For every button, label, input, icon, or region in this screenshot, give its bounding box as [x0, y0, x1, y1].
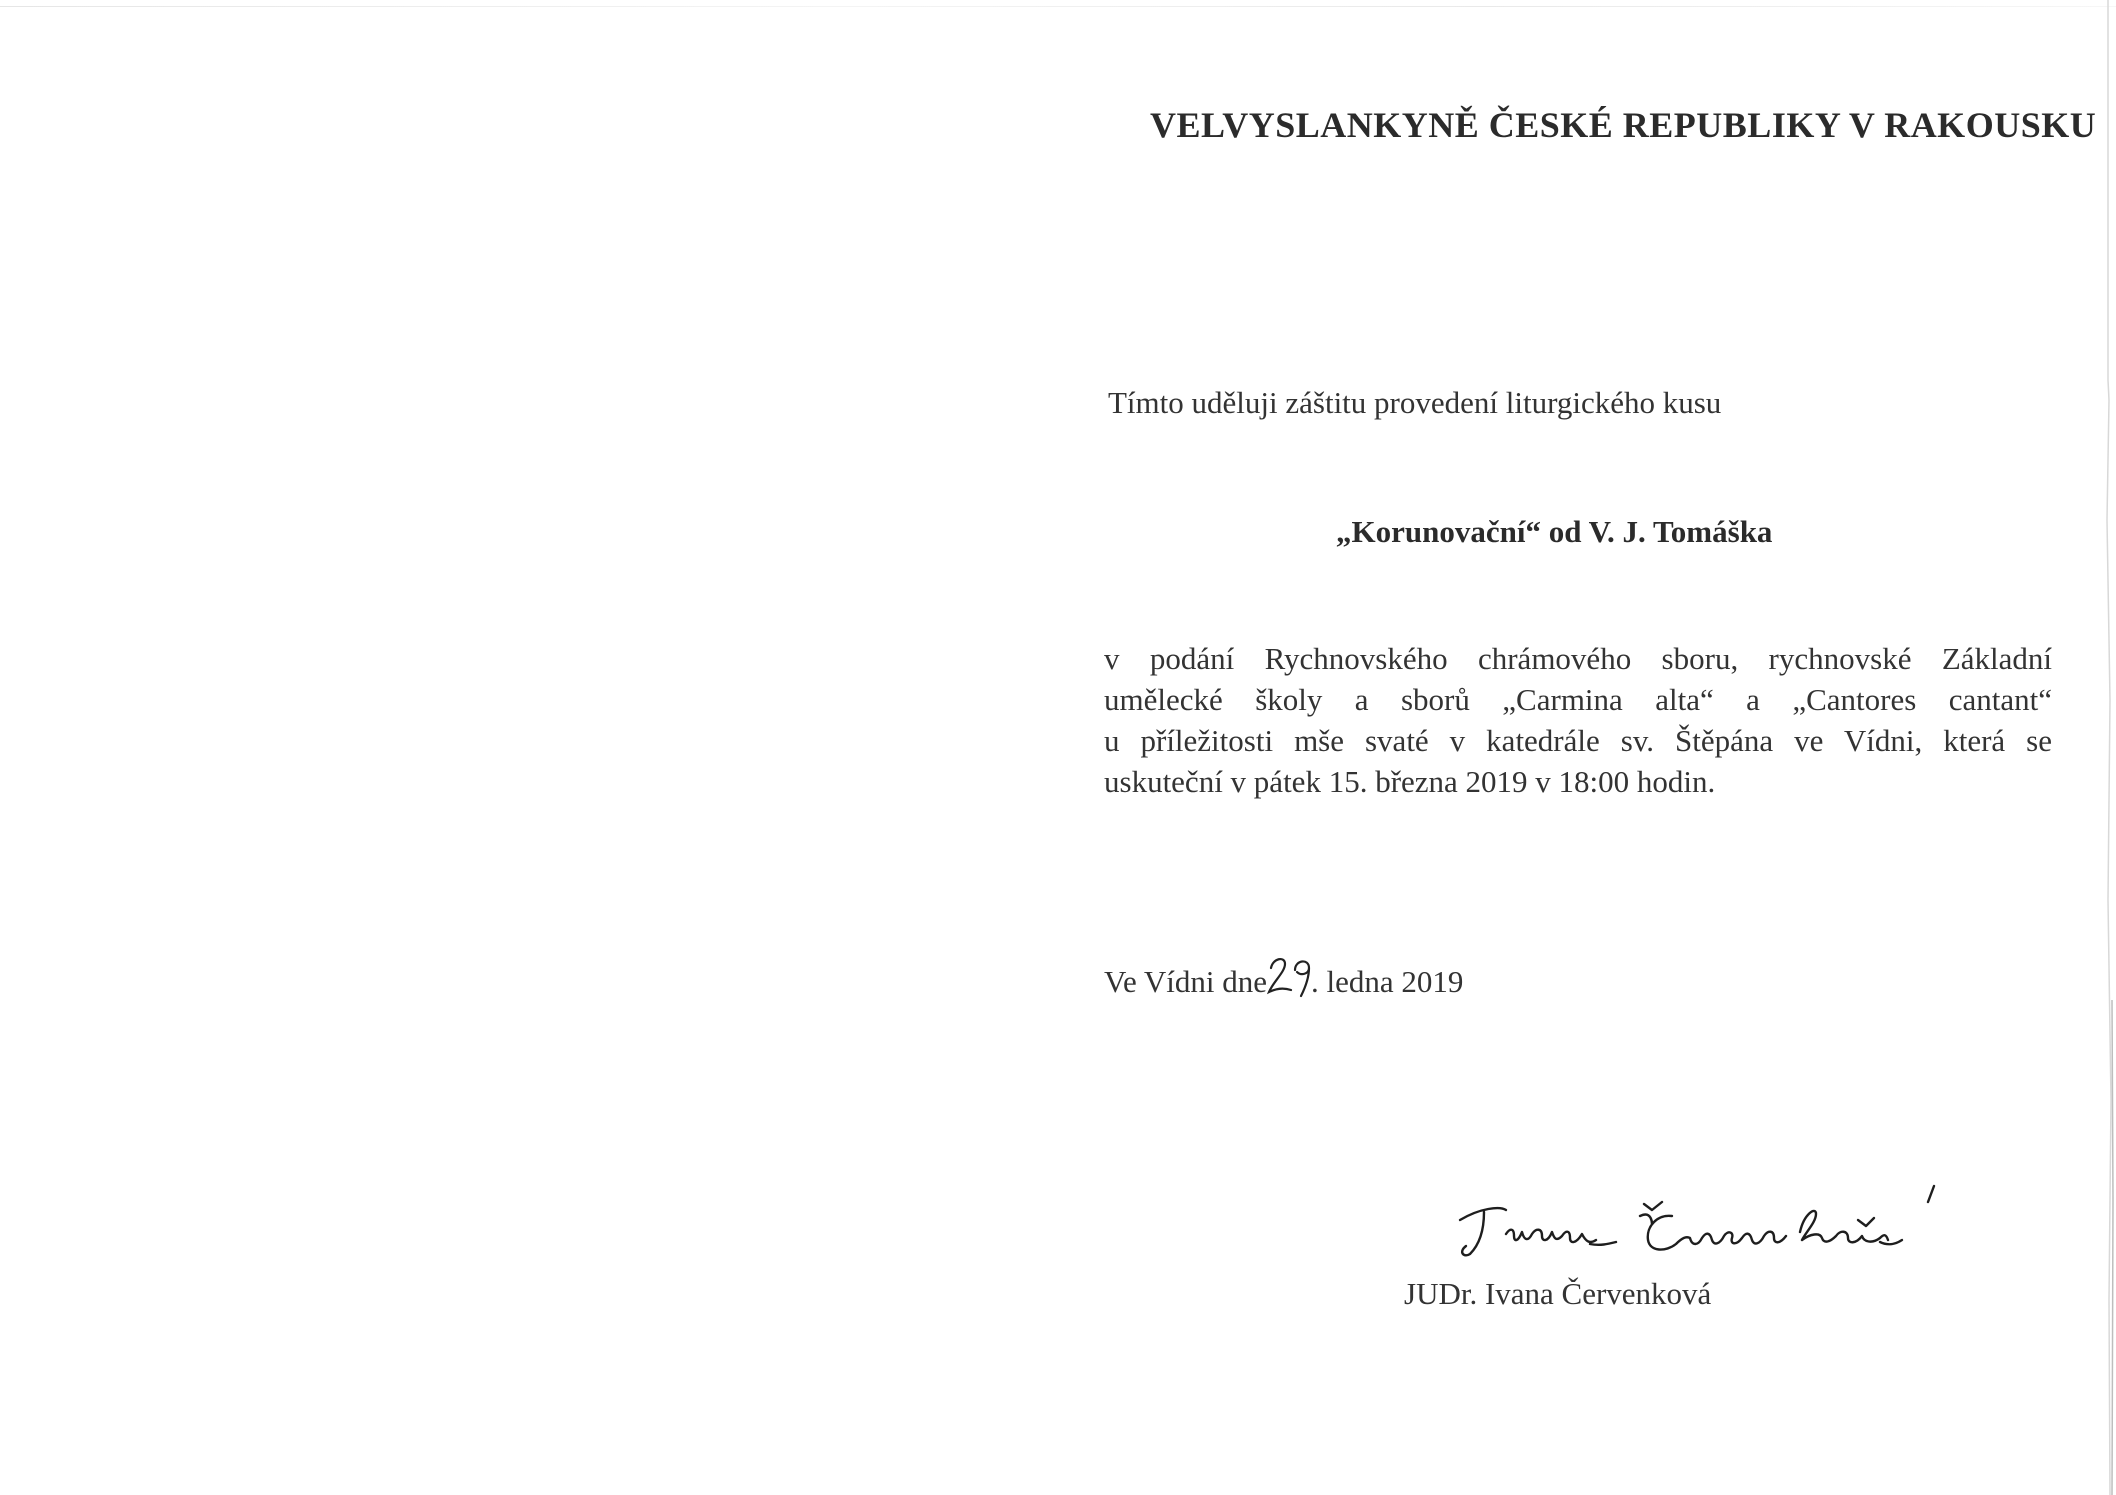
body-line: v podání Rychnovského chrámového sboru, rychnovské Základní — [1104, 641, 2052, 676]
scan-edge-right — [2102, 0, 2116, 1495]
body-line: u příležitosti mše svaté v katedrále sv. Štěpána ve Vídni, která se — [1104, 723, 2052, 758]
intro-text: Tímto uděluji záštitu provedení liturgického kusu — [1108, 385, 1722, 420]
work-title: „Korunovační“ od V. J. Tomáška — [1336, 514, 1773, 549]
scan-edge-top — [0, 6, 2116, 7]
date-prefix: Ve Vídni dne — [1104, 964, 1268, 999]
handwritten-signature — [1440, 1180, 1960, 1280]
document-heading: VELVYSLANKYNĚ ČESKÉ REPUBLIKY V RAKOUSKU — [1150, 105, 2097, 145]
body-paragraph — [1104, 638, 2052, 802]
body-line: uskuteční v pátek 15. března 2019 v 18:00 hodin. — [1104, 764, 1716, 799]
date-suffix: . ledna 2019 — [1311, 964, 1464, 999]
body-line: umělecké školy a sborů „Carmina alta“ a „Cantores cantant“ — [1104, 682, 2052, 717]
handwritten-day — [1267, 958, 1311, 998]
signatory-name: JUDr. Ivana Červenková — [1404, 1276, 1712, 1311]
date-line — [1104, 958, 1463, 1000]
